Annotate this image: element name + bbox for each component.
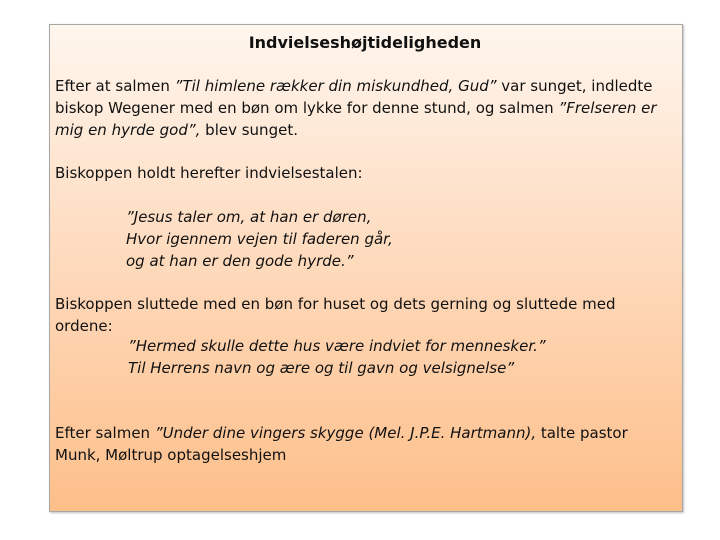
quote-dedication xyxy=(128,335,628,379)
hymn-title-2: ”Frelseren er mig en hyrde god”, xyxy=(55,99,657,139)
paragraph-prayer: Biskoppen sluttede med en bøn for huset og dets gerning og sluttede med ordene: xyxy=(55,295,616,335)
quote-speech xyxy=(126,206,626,272)
intro-text-start: Efter at salmen xyxy=(55,77,175,95)
document-title: Indvielseshøjtideligheden xyxy=(248,33,482,52)
intro-text-end: blev sunget. xyxy=(200,121,298,139)
paragraph-closing xyxy=(55,422,677,466)
text-panel xyxy=(49,24,683,512)
quote-line: ”Hermed skulle dette hus være indviet for mennesker.” xyxy=(128,337,546,355)
paragraph-intro xyxy=(55,75,677,141)
hymn-title-3: ”Under dine vingers skygge (Mel. J.P.E. Hartmann), xyxy=(154,424,537,442)
quote-line: og at han er den gode hyrde.” xyxy=(126,252,354,270)
quote-line: Hvor igennem vejen til faderen går, xyxy=(126,230,393,248)
closing-text-end: talte pastor Munk, Møltrup optagelseshjem xyxy=(55,424,628,464)
quote-line: ”Jesus taler om, at han er døren, xyxy=(126,208,372,226)
paragraph-speech-intro: Biskoppen holdt herefter indvielsestalen: xyxy=(55,164,363,182)
hymn-title-1: ”Til himlene rækker din miskundhed, Gud” xyxy=(174,77,497,95)
quote-line: Til Herrens navn og ære og til gavn og velsignelse” xyxy=(128,359,515,377)
closing-text-start: Efter salmen xyxy=(55,424,155,442)
intro-text-middle: var sunget, indledte biskop Wegener med en bøn om lykke for denne stund, og salmen xyxy=(55,77,653,117)
